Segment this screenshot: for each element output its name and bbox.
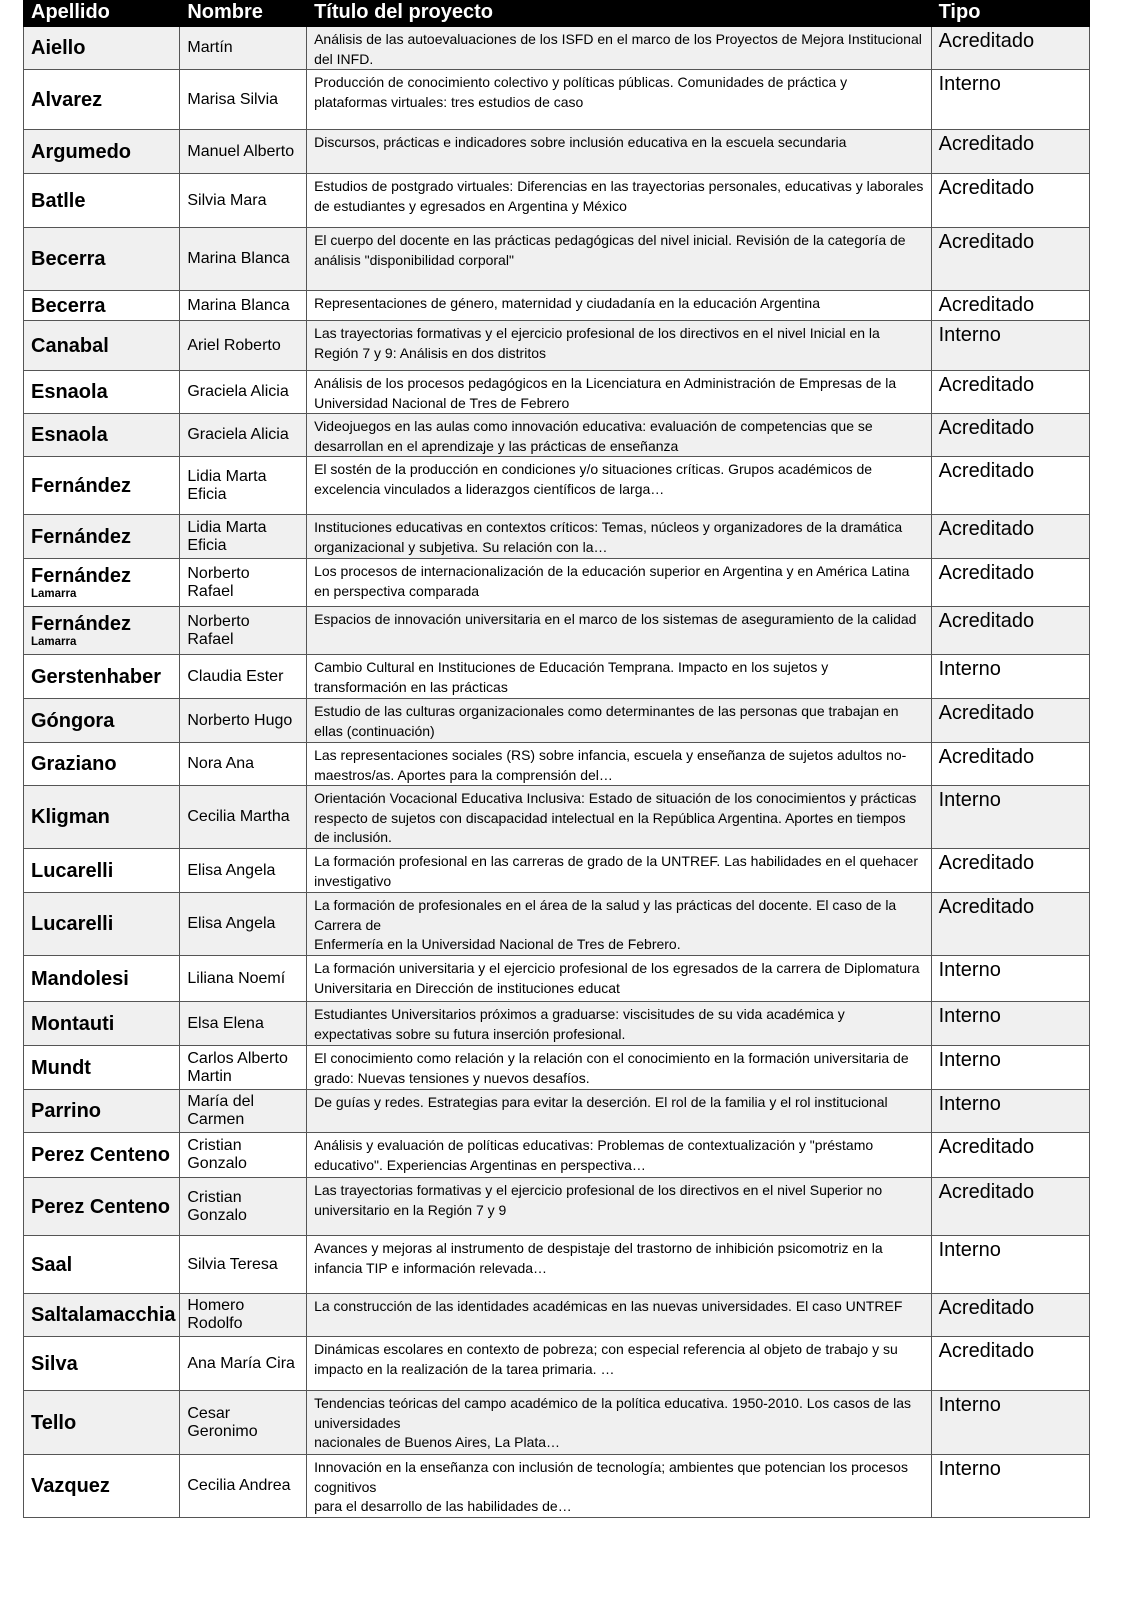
cell-titulo: Producción de conocimiento colectivo y políticas públicas. Comunidades de práctica y plataformas virtuales: tres estudios de caso <box>307 70 931 130</box>
cell-titulo: La formación universitaria y el ejercicio profesional de los egresados de la carrera de Diplomatura Universitaria en Dirección de instituciones educat <box>307 956 931 1002</box>
cell-apellido <box>24 1133 180 1178</box>
cell-titulo: El cuerpo del docente en las prácticas pedagógicas del nivel inicial. Revisión de la categoría de análisis "disponibilidad corporal" <box>307 228 931 291</box>
cell-titulo: Los procesos de internacionalización de la educación superior en Argentina y en América Latina en perspectiva comparada <box>307 559 931 607</box>
cell-nombre: Graciela Alicia <box>180 371 307 414</box>
cell-titulo: De guías y redes. Estrategias para evitar la deserción. El rol de la familia y el rol institucional <box>307 1090 931 1133</box>
cell-apellido <box>24 893 180 956</box>
cell-nombre: Silvia Mara <box>180 174 307 228</box>
cell-titulo: El sostén de la producción en condiciones y/o situaciones críticas. Grupos académicos de excelencia vinculados a liderazgos científicos de larga… <box>307 457 931 515</box>
apellido-text: Fernández <box>31 565 132 587</box>
cell-apellido <box>24 1090 180 1133</box>
cell-nombre: Manuel Alberto <box>180 130 307 174</box>
cell-titulo: Espacios de innovación universitaria en el marco de los sistemas de aseguramiento de la calidad <box>307 607 931 655</box>
cell-titulo: Avances y mejoras al instrumento de despistaje del trastorno de inhibición psicomotriz en la infancia TIP e información relevada… <box>307 1236 931 1294</box>
apellido-text: Graziano <box>31 753 117 775</box>
apellido-text: Vazquez <box>31 1474 110 1497</box>
cell-apellido <box>24 655 180 699</box>
apellido-text: Becerra <box>31 248 106 270</box>
cell-tipo: Interno <box>931 1090 1089 1133</box>
cell-apellido <box>24 130 180 174</box>
cell-titulo: Innovación en la enseñanza con inclusión de tecnología; ambientes que potencian los procesos cognitivos para el desarrollo de las habilidades de… <box>307 1455 931 1518</box>
apellido-text: Fernández <box>31 474 132 497</box>
cell-tipo: Acreditado <box>931 174 1089 228</box>
cell-apellido <box>24 414 180 457</box>
apellido-text: Lucarelli <box>31 859 114 882</box>
table-row <box>24 371 1090 414</box>
cell-apellido <box>24 699 180 743</box>
table-row <box>24 321 1090 371</box>
apellido-text: Saltalamacchia <box>31 1304 176 1326</box>
cell-apellido <box>24 559 180 607</box>
cell-nombre: Elisa Angela <box>180 893 307 956</box>
cell-nombre: Cesar Geronimo <box>180 1391 307 1455</box>
cell-nombre: Elisa Angela <box>180 849 307 893</box>
table-row <box>24 1133 1090 1178</box>
cell-nombre: Nora Ana <box>180 743 307 786</box>
cell-titulo: Videojuegos en las aulas como innovación educativa: evaluación de competencias que se desarrollan en el aprendizaje y las prácticas de enseñanza <box>307 414 931 457</box>
cell-nombre: Norberto Rafael <box>180 607 307 655</box>
cell-titulo: Tendencias teóricas del campo académico de la política educativa. 1950-2010. Los casos de las universidades nacionales de Buenos Aires, La Plata… <box>307 1391 931 1455</box>
apellido-text: Lucarelli <box>31 913 114 935</box>
cell-titulo: Dinámicas escolares en contexto de pobreza; con especial referencia al objeto de trabajo y su impacto en la realización de la tarea primaria. … <box>307 1337 931 1391</box>
cell-tipo: Acreditado <box>931 893 1089 956</box>
table-row <box>24 956 1090 1002</box>
table-row <box>24 1090 1090 1133</box>
cell-apellido <box>24 743 180 786</box>
cell-apellido <box>24 457 180 515</box>
apellido-text: Perez Centeno <box>31 1195 170 1218</box>
header-tipo: Tipo <box>931 1 1089 27</box>
cell-apellido <box>24 515 180 559</box>
cell-titulo: Las trayectorias formativas y el ejercicio profesional de los directivos en el nivel Superior no universitario en la Región 7 y 9 <box>307 1178 931 1236</box>
cell-titulo: Estudiantes Universitarios próximos a graduarse: viscisitudes de su vida académica y expectativas sobre su futura inserción profesional. <box>307 1002 931 1046</box>
cell-titulo: La construcción de las identidades académicas en las nuevas universidades. El caso UNTREF <box>307 1294 931 1337</box>
cell-apellido <box>24 321 180 371</box>
cell-titulo: Representaciones de género, maternidad y ciudadanía en la educación Argentina <box>307 291 931 321</box>
cell-tipo: Interno <box>931 321 1089 371</box>
cell-apellido <box>24 1178 180 1236</box>
apellido-text: Silva <box>31 1352 78 1375</box>
table-row <box>24 457 1090 515</box>
apellido-text: Kligman <box>31 806 110 828</box>
cell-tipo: Interno <box>931 1046 1089 1090</box>
apellido-text: Saal <box>31 1253 73 1276</box>
cell-nombre: Cristian Gonzalo <box>180 1133 307 1178</box>
cell-apellido <box>24 1046 180 1090</box>
cell-tipo: Interno <box>931 1455 1089 1518</box>
cell-titulo: La formación profesional en las carreras de grado de la UNTREF. Las habilidades en el quehacer investigativo <box>307 849 931 893</box>
cell-apellido <box>24 1236 180 1294</box>
projects-table <box>23 0 1090 1518</box>
header-nombre: Nombre <box>180 1 307 27</box>
apellido-text: Góngora <box>31 709 115 732</box>
cell-apellido <box>24 607 180 655</box>
cell-nombre: María del Carmen <box>180 1090 307 1133</box>
cell-nombre: Cecilia Andrea <box>180 1455 307 1518</box>
cell-tipo: Interno <box>931 70 1089 130</box>
cell-tipo: Acreditado <box>931 291 1089 321</box>
cell-apellido <box>24 1455 180 1518</box>
cell-tipo: Acreditado <box>931 414 1089 457</box>
cell-apellido <box>24 1337 180 1391</box>
apellido-text: Mandolesi <box>31 967 129 990</box>
apellido-text: Perez Centeno <box>31 1144 170 1166</box>
cell-tipo: Acreditado <box>931 371 1089 414</box>
header-titulo: Título del proyecto <box>307 1 931 27</box>
cell-nombre: Cristian Gonzalo <box>180 1178 307 1236</box>
apellido-text: Parrino <box>31 1100 102 1122</box>
cell-titulo: El conocimiento como relación y la relación con el conocimiento en la formación universitaria de grado: Nuevas tensiones y nuevos desafíos. <box>307 1046 931 1090</box>
table-row <box>24 515 1090 559</box>
cell-titulo: La formación de profesionales en el área de la salud y las prácticas del docente. El caso de la Carrera de Enfermería en la Universidad Nacional de Tres de Febrero. <box>307 893 931 956</box>
apellido-text: Montauti <box>31 1012 115 1035</box>
cell-nombre: Claudia Ester <box>180 655 307 699</box>
table-row <box>24 1294 1090 1337</box>
cell-tipo: Acreditado <box>931 27 1089 70</box>
table-row <box>24 130 1090 174</box>
cell-titulo: Las representaciones sociales (RS) sobre infancia, escuela y enseñanza de sujetos adultos no-maestros/as. Aportes para la comprensión del… <box>307 743 931 786</box>
cell-tipo: Acreditado <box>931 743 1089 786</box>
cell-nombre: Marisa Silvia <box>180 70 307 130</box>
cell-tipo: Acreditado <box>931 228 1089 291</box>
cell-tipo: Interno <box>931 655 1089 699</box>
cell-titulo: Análisis y evaluación de políticas educativas: Problemas de contextualización y "préstamo educativo". Experiencias Argentinas en perspectiva… <box>307 1133 931 1178</box>
cell-nombre: Carlos Alberto Martin <box>180 1046 307 1090</box>
cell-tipo: Interno <box>931 1391 1089 1455</box>
apellido-text: Fernández <box>31 525 132 548</box>
apellido-text: Gerstenhaber <box>31 665 162 688</box>
table-row <box>24 655 1090 699</box>
cell-apellido <box>24 291 180 321</box>
table-row <box>24 1337 1090 1391</box>
table-row <box>24 70 1090 130</box>
cell-nombre: Elsa Elena <box>180 1002 307 1046</box>
cell-apellido <box>24 1294 180 1337</box>
table-row <box>24 174 1090 228</box>
cell-apellido <box>24 956 180 1002</box>
cell-nombre: Norberto Rafael <box>180 559 307 607</box>
cell-nombre: Marina Blanca <box>180 291 307 321</box>
table-row <box>24 786 1090 849</box>
cell-nombre: Marina Blanca <box>180 228 307 291</box>
table-row <box>24 414 1090 457</box>
cell-tipo: Interno <box>931 1236 1089 1294</box>
apellido-text: Argumedo <box>31 140 131 163</box>
cell-apellido <box>24 371 180 414</box>
cell-tipo: Acreditado <box>931 699 1089 743</box>
cell-titulo: Estudio de las culturas organizacionales como determinantes de las personas que trabajan en ellas (continuación) <box>307 699 931 743</box>
apellido-text: Mundt <box>31 1056 91 1079</box>
cell-titulo: Cambio Cultural en Instituciones de Educación Temprana. Impacto en los sujetos y transformación en las prácticas <box>307 655 931 699</box>
cell-nombre: Cecilia Martha <box>180 786 307 849</box>
cell-nombre: Homero Rodolfo <box>180 1294 307 1337</box>
cell-nombre: Martín <box>180 27 307 70</box>
table-row <box>24 1455 1090 1518</box>
cell-tipo: Acreditado <box>931 607 1089 655</box>
cell-titulo: Instituciones educativas en contextos críticos: Temas, núcleos y organizadores de la dramática organizacional y subjetiva. Su relación con la… <box>307 515 931 559</box>
cell-tipo: Acreditado <box>931 1178 1089 1236</box>
cell-tipo: Interno <box>931 786 1089 849</box>
table-row <box>24 1046 1090 1090</box>
table-row <box>24 27 1090 70</box>
cell-tipo: Acreditado <box>931 1133 1089 1178</box>
table-row <box>24 291 1090 321</box>
table-row <box>24 1178 1090 1236</box>
cell-apellido <box>24 786 180 849</box>
cell-tipo: Acreditado <box>931 1294 1089 1337</box>
cell-titulo: Análisis de los procesos pedagógicos en la Licenciatura en Administración de Empresas de la Universidad Nacional de Tres de Febrero <box>307 371 931 414</box>
cell-apellido <box>24 1391 180 1455</box>
cell-apellido <box>24 174 180 228</box>
cell-nombre: Graciela Alicia <box>180 414 307 457</box>
table-row <box>24 607 1090 655</box>
cell-nombre: Lidia Marta Eficia <box>180 515 307 559</box>
cell-tipo: Interno <box>931 1002 1089 1046</box>
apellido-text: Alvarez <box>31 88 103 111</box>
table-row <box>24 849 1090 893</box>
cell-apellido <box>24 849 180 893</box>
cell-apellido <box>24 70 180 130</box>
cell-nombre: Norberto Hugo <box>180 699 307 743</box>
table-row <box>24 1391 1090 1455</box>
apellido-text: Esnaola <box>31 424 108 446</box>
cell-titulo: Estudios de postgrado virtuales: Diferencias en las trayectorias personales, educativas y laborales de estudiantes y egresados en Argentina y México <box>307 174 931 228</box>
cell-nombre: Liliana Noemí <box>180 956 307 1002</box>
header-row <box>24 1 1090 27</box>
apellido-text: Batlle <box>31 189 86 212</box>
cell-nombre: Ariel Roberto <box>180 321 307 371</box>
cell-tipo: Interno <box>931 956 1089 1002</box>
table-row <box>24 559 1090 607</box>
apellido-text: Aiello <box>31 37 86 59</box>
table-row <box>24 893 1090 956</box>
apellido-text: Becerra <box>31 294 106 317</box>
cell-titulo: Las trayectorias formativas y el ejercicio profesional de los directivos en el nivel Inicial en la Región 7 y 9: Análisis en dos distritos <box>307 321 931 371</box>
cell-tipo: Acreditado <box>931 457 1089 515</box>
table-row <box>24 228 1090 291</box>
cell-tipo: Acreditado <box>931 1337 1089 1391</box>
table-row <box>24 1236 1090 1294</box>
cell-nombre: Silvia Teresa <box>180 1236 307 1294</box>
cell-tipo: Acreditado <box>931 849 1089 893</box>
cell-titulo: Análisis de las autoevaluaciones de los ISFD en el marco de los Proyectos de Mejora Institucional del INFD. <box>307 27 931 70</box>
cell-apellido <box>24 228 180 291</box>
apellido-sub-text: Lamarra <box>31 588 77 600</box>
apellido-sub-text: Lamarra <box>31 636 77 648</box>
apellido-text: Fernández <box>31 613 132 635</box>
apellido-text: Canabal <box>31 334 109 357</box>
table-row <box>24 699 1090 743</box>
cell-apellido <box>24 27 180 70</box>
cell-nombre: Ana María Cira <box>180 1337 307 1391</box>
table-row <box>24 743 1090 786</box>
cell-apellido <box>24 1002 180 1046</box>
table-row <box>24 1002 1090 1046</box>
cell-tipo: Acreditado <box>931 559 1089 607</box>
apellido-text: Esnaola <box>31 381 108 403</box>
header-apellido: Apellido <box>24 1 180 27</box>
cell-titulo: Discursos, prácticas e indicadores sobre inclusión educativa en la escuela secundaria <box>307 130 931 174</box>
cell-nombre: Lidia Marta Eficia <box>180 457 307 515</box>
cell-tipo: Acreditado <box>931 130 1089 174</box>
cell-tipo: Acreditado <box>931 515 1089 559</box>
apellido-text: Tello <box>31 1411 77 1434</box>
cell-titulo: Orientación Vocacional Educativa Inclusiva: Estado de situación de los conocimientos y prácticas respecto de sujetos con discapacidad intelectual en la República Argentina. Aportes en tiempos de inclusión. <box>307 786 931 849</box>
